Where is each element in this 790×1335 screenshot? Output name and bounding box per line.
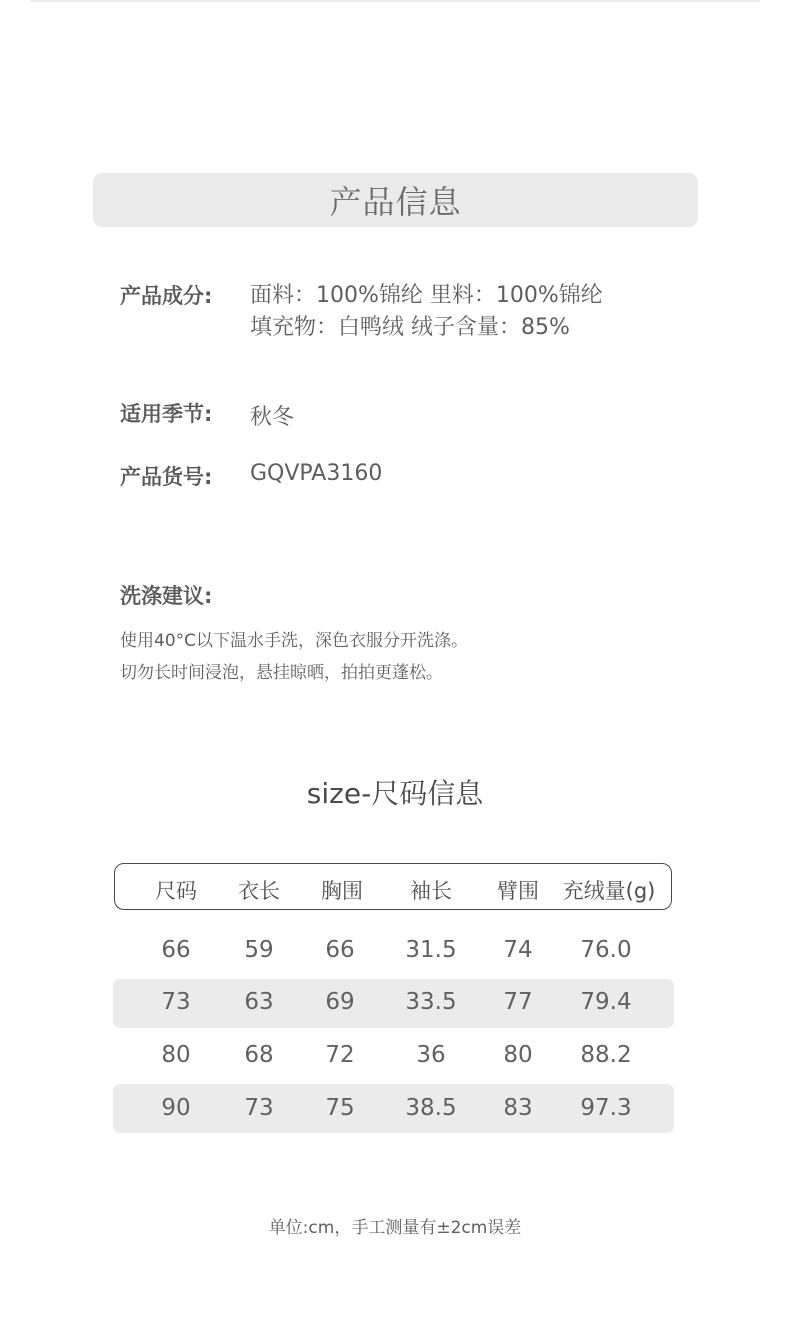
- washing-line-2: 切勿长时间浸泡，悬挂晾晒，拍拍更蓬松。: [120, 663, 443, 683]
- composition-label: 产品成分:: [120, 284, 213, 308]
- item-number-label: 产品货号:: [120, 465, 213, 489]
- table-cell: 33.5: [405, 989, 457, 1015]
- header-chest: 胸围: [321, 879, 363, 903]
- product-info-title: 产品信息: [329, 183, 462, 221]
- table-cell: 79.4: [580, 989, 632, 1015]
- table-cell: 97.3: [580, 1095, 632, 1121]
- table-cell: 74: [503, 937, 533, 963]
- top-divider: [30, 0, 760, 2]
- item-number-value: GQVPA3160: [250, 461, 383, 486]
- size-footnote: 单位:cm，手工测量有±2cm误差: [268, 1218, 522, 1238]
- header-size: 尺码: [155, 879, 197, 903]
- table-cell: 76.0: [580, 937, 632, 963]
- table-cell: 69: [325, 989, 355, 1015]
- table-cell: 73: [244, 1095, 274, 1121]
- table-cell: 38.5: [405, 1095, 457, 1121]
- header-arm: 臂围: [497, 879, 539, 903]
- table-cell: 83: [503, 1095, 533, 1121]
- table-cell: 75: [325, 1095, 355, 1121]
- season-label: 适用季节:: [120, 402, 213, 426]
- table-cell: 31.5: [405, 937, 457, 963]
- table-cell: 66: [161, 937, 191, 963]
- washing-line-1: 使用40°C以下温水手洗，深色衣服分开洗涤。: [120, 631, 469, 651]
- table-cell: 80: [503, 1042, 533, 1068]
- composition-line-2: 填充物：白鸭绒 绒子含量：85%: [250, 315, 570, 340]
- table-cell: 63: [244, 989, 274, 1015]
- table-cell: 59: [244, 937, 274, 963]
- product-info-header: [93, 173, 698, 227]
- table-cell: 73: [161, 989, 191, 1015]
- table-cell: 36: [416, 1042, 446, 1068]
- table-cell: 72: [325, 1042, 355, 1068]
- washing-label: 洗涤建议:: [120, 584, 213, 608]
- header-length: 衣长: [238, 879, 280, 903]
- table-cell: 66: [325, 937, 355, 963]
- table-cell: 90: [161, 1095, 191, 1121]
- table-cell: 77: [503, 989, 533, 1015]
- header-sleeve: 袖长: [410, 879, 452, 903]
- composition-line-1: 面料：100%锦纶 里料：100%锦纶: [250, 283, 603, 308]
- header-fill: 充绒量(g): [562, 879, 656, 903]
- table-cell: 80: [161, 1042, 191, 1068]
- table-cell: 68: [244, 1042, 274, 1068]
- size-info-title: size-尺码信息: [306, 777, 484, 810]
- table-cell: 88.2: [580, 1042, 632, 1068]
- season-value: 秋冬: [250, 405, 295, 430]
